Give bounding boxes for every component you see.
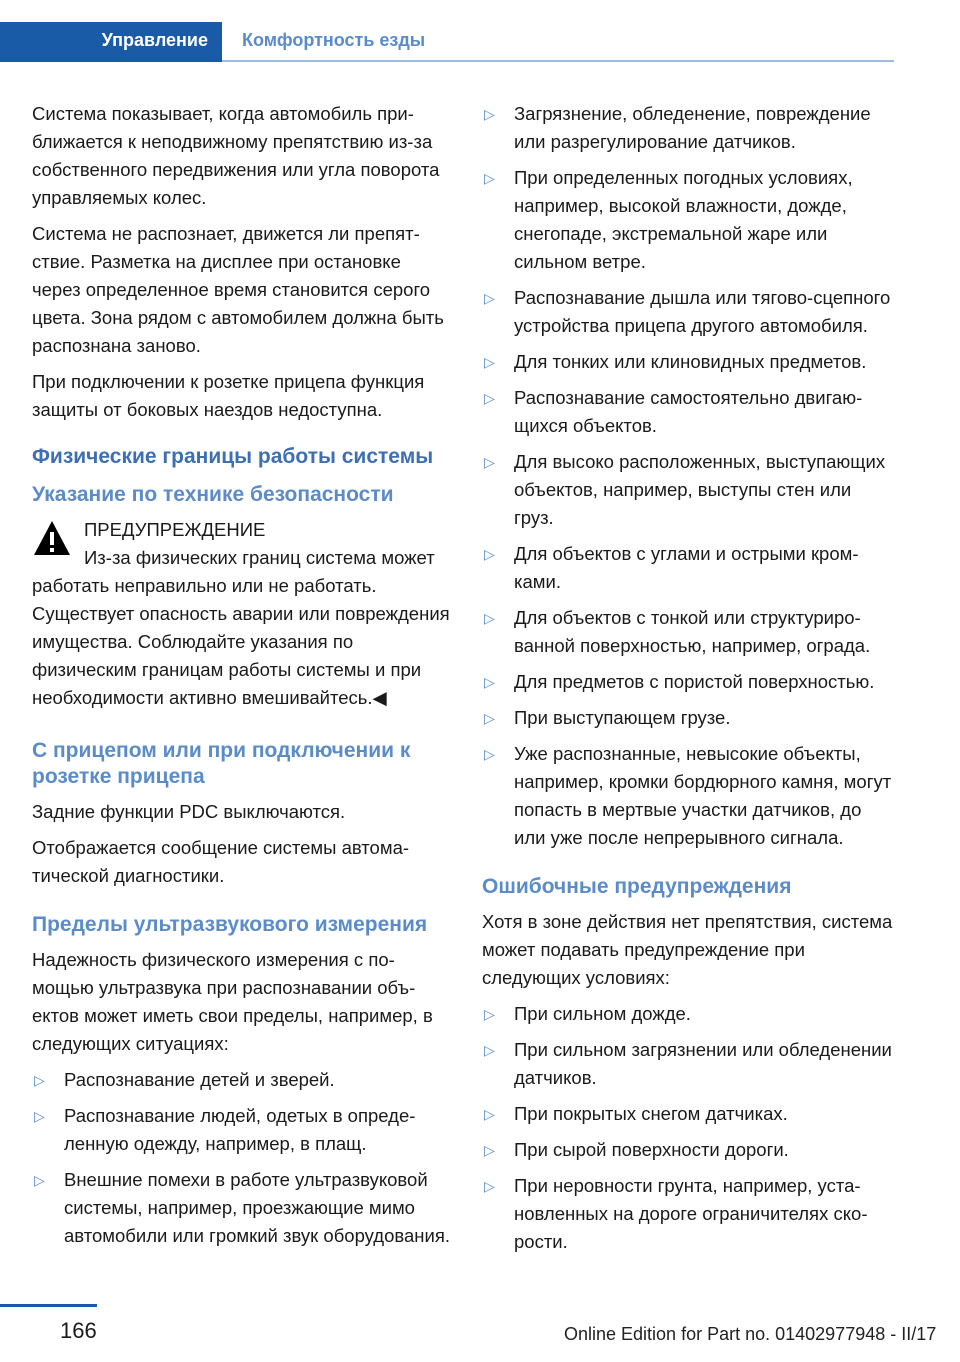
header-subsection-label: Комфортность езды [242,30,426,50]
warning-body: Из-за физических границ система может работать неправильно или не работать. Существует опасность аварии или повреждения имущества. Соблюдайте указания по физическим границам работы системы и при необходимости активно вмешивайтесь.◀ [32,547,450,708]
triangle-bullet-icon: ▷ [484,106,495,122]
list-item: ▷ Распознавание детей и зверей. [32,1066,450,1094]
paragraph: Отображается сообщение системы автоматической диагностики. [32,837,410,886]
list-item: ▷ Для предметов с пористой поверхностью. [482,668,894,696]
bullet-list [482,100,894,852]
triangle-bullet-icon: ▷ [484,610,495,626]
triangle-bullet-icon: ▷ [484,674,495,690]
list-item: ▷ При выступающем грузе. [482,704,894,732]
triangle-bullet-icon: ▷ [484,1042,495,1058]
warning-block [32,516,450,712]
warning-triangle-icon [32,518,72,558]
list-item: ▷ При неровности грунта, например, установленных на дороге ограничителях скорости. [482,1172,894,1256]
list-item: ▷ Для объектов с углами и острыми кромками. [482,540,894,596]
list-item: ▷ Для объектов с тонкой или структурированной поверхностью, например, ограда. [482,604,894,660]
triangle-bullet-icon: ▷ [484,1106,495,1122]
list-item: ▷ При сырой поверхности дороги. [482,1136,894,1164]
list-item: ▷ При покрытых снегом датчиках. [482,1100,894,1128]
list-item: ▷ При определенных погодных условиях, например, высокой влажности, дожде, снегопаде, экстремальной жаре или сильном ветре. [482,164,894,276]
bullet-list [32,1066,450,1250]
footer-accent-line [0,1304,97,1307]
triangle-bullet-icon: ▷ [34,1072,45,1088]
edition-footer: Online Edition for Part no. 01402977948 - II/17 [564,1324,937,1344]
triangle-bullet-icon: ▷ [484,170,495,186]
list-item: ▷ Для тонких или клиновидных предметов. [482,348,894,376]
triangle-bullet-icon: ▷ [484,546,495,562]
list-item: ▷ Внешние помехи в работе ультразвуковой системы, например, проезжающие мимо автомобили или громкий звук оборудования. [32,1166,450,1250]
section-heading: Физические границы работы системы [32,445,434,468]
left-column [32,100,450,1258]
list-item: ▷ Для высоко расположенных, выступающих объектов, например, выступы стен или груз. [482,448,894,532]
paragraph: Система показывает, когда автомобиль приближается к неподвижному препятствию из-за собственного передвижения или угла поворота управляемых колес. [32,103,440,208]
subsection-heading: Указание по технике безопасности [32,483,394,506]
list-item: ▷ При сильном загрязнении или обледенении датчиков. [482,1036,894,1092]
triangle-bullet-icon: ▷ [484,390,495,406]
triangle-bullet-icon: ▷ [484,290,495,306]
triangle-bullet-icon: ▷ [484,710,495,726]
triangle-bullet-icon: ▷ [34,1172,45,1188]
subsection-heading: С прицепом или при подключении к розетке прицепа [32,739,411,788]
paragraph: Хотя в зоне действия нет препятствия, система может подавать предупреждение при следующих условиях: [482,911,893,988]
paragraph: Надежность физического измерения с помощью ультразвука при распознавании объектов может иметь свои пределы, например, в следующих ситуациях: [32,949,433,1054]
list-item: ▷ Распознавание дышла или тягово-сцепного устройства прицепа другого автомобиля. [482,284,894,340]
paragraph: При подключении к розетке прицепа функция защиты от боковых наездов недоступна. [32,371,425,420]
triangle-bullet-icon: ▷ [484,1142,495,1158]
list-item: ▷ Распознавание людей, одетых в определенную одежду, например, в плащ. [32,1102,450,1158]
triangle-bullet-icon: ▷ [484,354,495,370]
triangle-bullet-icon: ▷ [484,746,495,762]
triangle-bullet-icon: ▷ [484,1178,495,1194]
right-column [482,100,894,1264]
subsection-heading: Пределы ультразвукового измерения [32,913,428,936]
warning-text [32,544,450,712]
header-section-tab [0,22,222,62]
paragraph: Система не распознает, движется ли препятствие. Разметка на дисплее при остановке через определенное время становится серого цвета. Зона рядом с автомобилем должна быть распознана заново. [32,223,444,356]
warning-title: ПРЕДУПРЕЖДЕНИЕ [84,519,266,540]
triangle-bullet-icon: ▷ [484,454,495,470]
list-item: ▷ Распознавание самостоятельно двигающихся объектов. [482,384,894,440]
page-number: 166 [60,1318,97,1343]
paragraph: Задние функции PDC выключаются. [32,801,346,822]
triangle-bullet-icon: ▷ [484,1006,495,1022]
list-item: ▷ При сильном дожде. [482,1000,894,1028]
list-item: ▷ Уже распознанные, невысокие объекты, например, кромки бордюрного камня, могут попасть в мертвые участки датчиков, до или уже после непрерывного сигнала. [482,740,894,852]
bullet-list [482,1000,894,1256]
header-divider [222,60,894,62]
list-item: ▷ Загрязнение, обледенение, повреждение или разрегулирование датчиков. [482,100,894,156]
header-section-label: Управление [101,30,208,50]
subsection-heading: Ошибочные предупреждения [482,875,792,898]
triangle-bullet-icon: ▷ [34,1108,45,1124]
